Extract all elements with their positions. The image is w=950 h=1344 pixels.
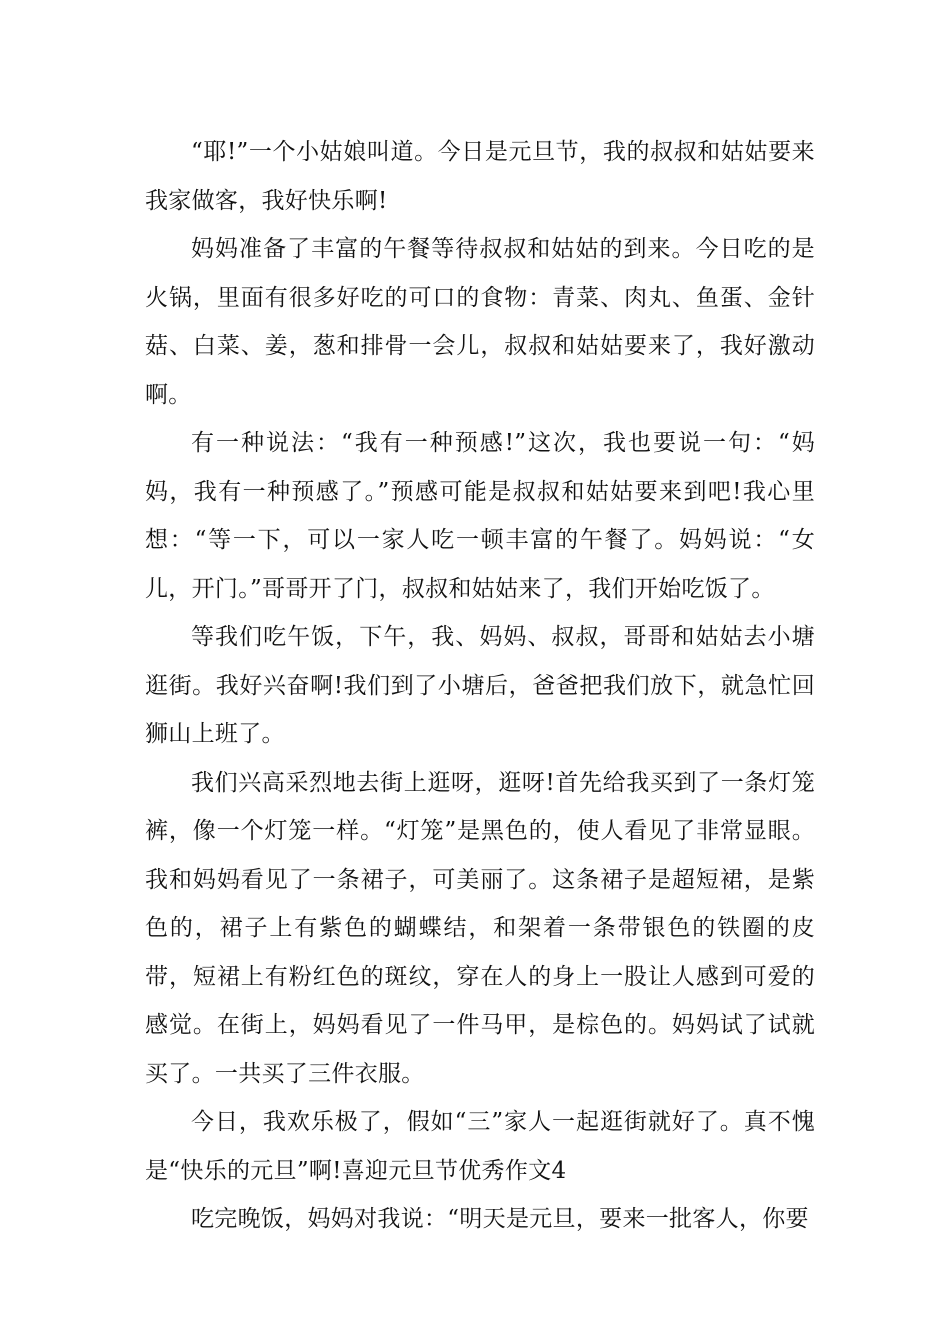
document-body — [145, 128, 815, 1244]
paragraph-5: 我们兴高采烈地去街上逛呀，逛呀!首先给我买到了一条灯笼裤，像一个灯笼一样。“灯笼”是黑色的，使人看见了非常显眼。我和妈妈看见了一条裙子，可美丽了。这条裙子是超短裙，是紫色的，裙子上有紫色的蝴蝶结，和架着一条带银色的铁圈的皮带，短裙上有粉红色的斑纹，穿在人的身上一股让人感到可爱的感觉。在街上，妈妈看见了一件马甲，是棕色的。妈妈试了试就买了。一共买了三件衣服。 — [145, 769, 815, 1087]
paragraph-1: “耶!”一个小姑娘叫道。今日是元旦节，我的叔叔和姑姑要来我家做客，我好快乐啊! — [145, 139, 815, 214]
paragraph-7: 吃完晚饭，妈妈对我说：“明天是元旦，要来一批客人，你要 — [191, 1206, 809, 1232]
paragraph-4: 等我们吃午饭，下午，我、妈妈、叔叔，哥哥和姑姑去小塘逛街。我好兴奋啊!我们到了小塘后，爸爸把我们放下，就急忙回狮山上班了。 — [145, 624, 815, 747]
paragraph-3: 有一种说法：“我有一种预感!”这次，我也要说一句：“妈妈，我有一种预感了。”预感可能是叔叔和姑姑要来到吧!我心里想：“等一下，可以一家人吃一顿丰富的午餐了。妈妈说：“女儿，开门。”哥哥开了门，叔叔和姑姑来了，我们开始吃饭了。 — [145, 430, 815, 602]
paragraph-6: 今日，我欢乐极了，假如“三”家人一起逛街就好了。真不愧是“快乐的元旦”啊!喜迎元旦节优秀作文4 — [145, 1109, 815, 1184]
paragraph-2: 妈妈准备了丰富的午餐等待叔叔和姑姑的到来。今日吃的是火锅，里面有很多好吃的可口的食物：青菜、肉丸、鱼蛋、金针菇、白菜、姜，葱和排骨一会儿，叔叔和姑姑要来了，我好激动啊。 — [145, 236, 815, 408]
